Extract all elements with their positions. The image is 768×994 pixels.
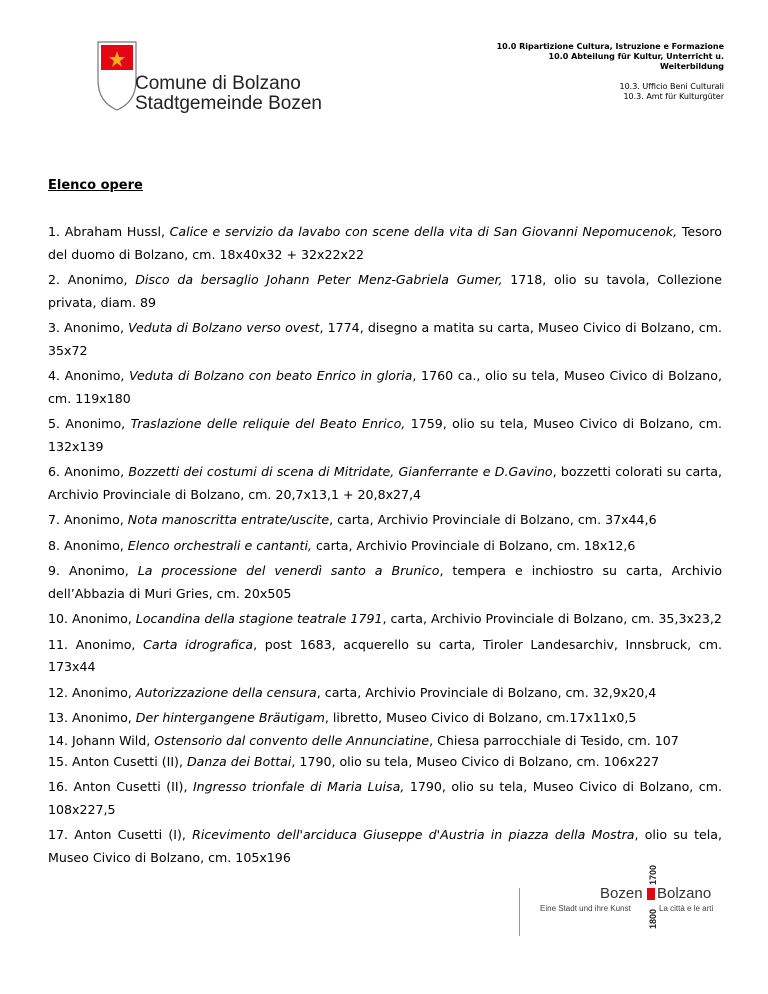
year-start: 1700 xyxy=(648,864,658,886)
list-item: 3. Anonimo, Veduta di Bolzano verso ovest, 1774, disegno a matita su carta, Museo Civico di Bolzano, cm. 35x72 xyxy=(48,320,722,358)
list-item: 16. Anton Cusetti (II), Ingresso trionfale di Maria Luisa, 1790, olio su tela, Museo Civico di Bolzano, cm. 108x227,5 xyxy=(48,779,723,817)
list-item: 14. Johann Wild, Ostensorio dal convento delle Annunciatine, Chiesa parrocchiale di Tesido, cm. 107 xyxy=(48,732,679,748)
list-item: 5. Anonimo, Traslazione delle reliquie del Beato Enrico, 1759, olio su tela, Museo Civico di Bolzano, cm. 132x139 xyxy=(48,416,722,454)
list-item: 11. Anonimo, Carta idrografica, post 1683, acquerello su carta, Tiroler Landesarchiv, Innsbruck, cm. 173x44 xyxy=(48,636,723,674)
red-square-icon xyxy=(647,888,655,900)
list-item: 10. Anonimo, Locandina della stagione teatrale 1791, carta, Archivio Provinciale di Bolzano, cm. 35,3x23,2 xyxy=(48,611,722,626)
list-item: 9. Anonimo, La processione del venerdì santo a Brunico, tempera e inchiostro su carta, Archivio dell’Abbazia di Muri Gries, cm. 20x505 xyxy=(48,563,723,601)
logo-line-de: Stadtgemeinde Bozen xyxy=(135,93,322,114)
list-item: 17. Anton Cusetti (I), Ricevimento dell'arciduca Giuseppe d'Austria in piazza della Mostra, olio su tela, Museo Civico di Bolzano, cm. 105x196 xyxy=(48,827,722,865)
dept-de: 10.0 Abteilung für Kultur, Unterricht u. Weiterbildung xyxy=(548,52,724,71)
logo-text xyxy=(135,74,322,114)
logo-bolzano: Bolzano xyxy=(657,885,712,902)
dept-it: 10.0 Ripartizione Cultura, Istruzione e Formazione xyxy=(496,42,724,51)
list-item: 6. Anonimo, Bozzetti dei costumi di scena di Mitridate, Gianferrante e D.Gavino, bozzetti colorati su carta, Archivio Provinciale di Bolzano, cm. 20,7x13,1 + 20,8x27,4 xyxy=(48,464,723,502)
subtitle-it: La città e le arti xyxy=(659,904,714,913)
list-item: 2. Anonimo, Disco da bersaglio Johann Peter Menz-Gabriela Gumer, 1718, olio su tavola, Collezione privata, diam. 89 xyxy=(48,272,722,310)
page-title: Elenco opere xyxy=(48,178,143,193)
subtitle-de: Eine Stadt und ihre Kunst xyxy=(540,904,631,913)
list-item: 15. Anton Cusetti (II), Danza dei Bottai, 1790, olio su tela, Museo Civico di Bolzano, cm. 106x227 xyxy=(48,753,660,769)
divider xyxy=(519,888,520,936)
logo-line-it: Comune di Bolzano xyxy=(135,73,301,94)
list-item: 8. Anonimo, Elenco orchestrali e cantanti, carta, Archivio Provinciale di Bolzano, cm. 18x12,6 xyxy=(48,537,636,553)
list-item: 12. Anonimo, Autorizzazione della censura, carta, Archivio Provinciale di Bolzano, cm. 32,9x20,4 xyxy=(48,684,657,700)
works-list xyxy=(48,221,722,872)
year-end: 1800 xyxy=(648,908,658,930)
list-item: 4. Anonimo, Veduta di Bolzano con beato Enrico in gloria, 1760 ca., olio su tela, Museo Civico di Bolzano, cm. 119x180 xyxy=(48,368,722,406)
list-item: 13. Anonimo, Der hintergangene Bräutigam, libretto, Museo Civico di Bolzano, cm.17x11x0,5 xyxy=(48,710,637,725)
exhibition-logo xyxy=(519,864,729,936)
logo-bozen: Bozen xyxy=(600,885,643,902)
office-de: 10.3. Amt für Kulturgüter xyxy=(623,92,724,101)
list-item: 1. Abraham Hussl, Calice e servizio da lavabo con scene della vita di San Giovanni Nepomucenok, Tesoro del duomo di Bolzano, cm. 18x40x32 + 32x22x22 xyxy=(48,224,722,262)
office-it: 10.3. Ufficio Beni Culturali xyxy=(619,82,724,91)
list-item: 7. Anonimo, Nota manoscritta entrate/uscite, carta, Archivio Provinciale di Bolzano, cm. 37x44,6 xyxy=(48,512,657,527)
department-header xyxy=(484,42,724,102)
